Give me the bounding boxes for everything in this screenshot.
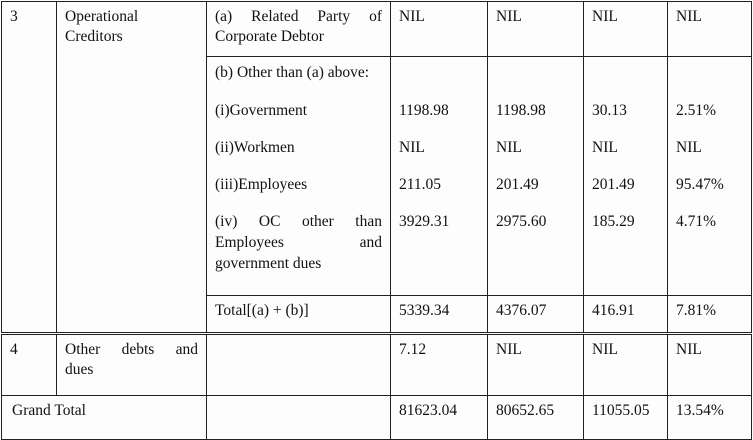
label-word: dues	[65, 361, 94, 378]
serial-number: 4	[10, 341, 18, 358]
value: 2.51%	[676, 102, 717, 119]
b-label: (b) Other than (a) above:	[215, 64, 370, 81]
value: 3929.31	[399, 213, 450, 230]
value: 201.49	[592, 176, 635, 193]
value: NIL	[676, 139, 702, 156]
value-cell: 80652.65	[488, 396, 584, 440]
table-row	[2, 396, 752, 440]
value: NIL	[399, 139, 425, 156]
label-word: Related	[251, 8, 299, 25]
sub-label: (iii)Employees	[215, 176, 308, 193]
value-cell: NIL	[584, 2, 668, 57]
label-word: Employees	[215, 234, 284, 251]
value-cell: 4376.07	[488, 296, 584, 333]
value-cell: NIL	[668, 335, 752, 396]
grand-total-label: Grand Total	[2, 396, 207, 440]
table-row	[2, 2, 752, 57]
value-cell: NIL	[391, 2, 488, 57]
total-label: Total[(a) + (b)]	[207, 296, 391, 333]
value-cell: NIL	[488, 2, 584, 57]
claims-table-lower	[1, 334, 752, 440]
category-line: Operational	[65, 8, 139, 25]
value-cell: 11055.05	[584, 396, 668, 440]
value-cell: 81623.04	[391, 396, 488, 440]
value: 4.71%	[676, 213, 717, 230]
serial-number: 3	[10, 8, 18, 25]
value-cell: 7.81%	[668, 296, 752, 333]
label-word: government dues	[215, 255, 322, 272]
value: 95.47%	[676, 176, 724, 193]
table-row	[2, 335, 752, 396]
serial-number-cell	[2, 335, 57, 396]
value: 201.49	[496, 176, 539, 193]
label-word: Other	[65, 341, 101, 358]
sub-label: (i)Government	[215, 102, 308, 119]
label-word: other	[301, 213, 334, 230]
value-cell	[668, 57, 752, 296]
label-word: debts	[121, 341, 155, 358]
sub-category-cell	[207, 57, 391, 296]
value-cell: 13.54%	[668, 396, 752, 440]
claims-table	[1, 1, 752, 333]
value: 2975.60	[496, 213, 547, 230]
label-word: and	[175, 341, 198, 358]
value-cell	[488, 57, 584, 296]
category-line: Creditors	[65, 28, 123, 45]
sub-category-cell	[207, 2, 391, 57]
category-cell	[57, 335, 207, 396]
value-cell	[391, 57, 488, 296]
label-word: Party	[317, 8, 351, 25]
label-word: and	[359, 234, 382, 251]
value-cell: NIL	[668, 2, 752, 57]
label-word: of	[369, 8, 382, 25]
value: NIL	[592, 139, 618, 156]
value: 30.13	[592, 102, 627, 119]
label-word: (a)	[215, 8, 233, 25]
category-cell	[57, 2, 207, 333]
label-word: than	[355, 213, 382, 230]
value-cell	[584, 57, 668, 296]
label-word: OC	[258, 213, 281, 230]
value: 211.05	[399, 176, 442, 193]
serial-number-cell	[2, 2, 57, 333]
value: 185.29	[592, 213, 635, 230]
value-cell: NIL	[584, 335, 668, 396]
value-cell: 416.91	[584, 296, 668, 333]
label-word: Corporate Debtor	[215, 28, 324, 45]
sub-label: (ii)Workmen	[215, 139, 295, 156]
value-cell: 5339.34	[391, 296, 488, 333]
value: 1198.98	[399, 102, 449, 119]
value: 1198.98	[496, 102, 546, 119]
value-cell: NIL	[488, 335, 584, 396]
value: NIL	[496, 139, 522, 156]
value-cell: 7.12	[391, 335, 488, 396]
empty-cell	[207, 335, 391, 396]
empty-cell	[207, 396, 391, 440]
label-word: (iv)	[215, 213, 238, 230]
